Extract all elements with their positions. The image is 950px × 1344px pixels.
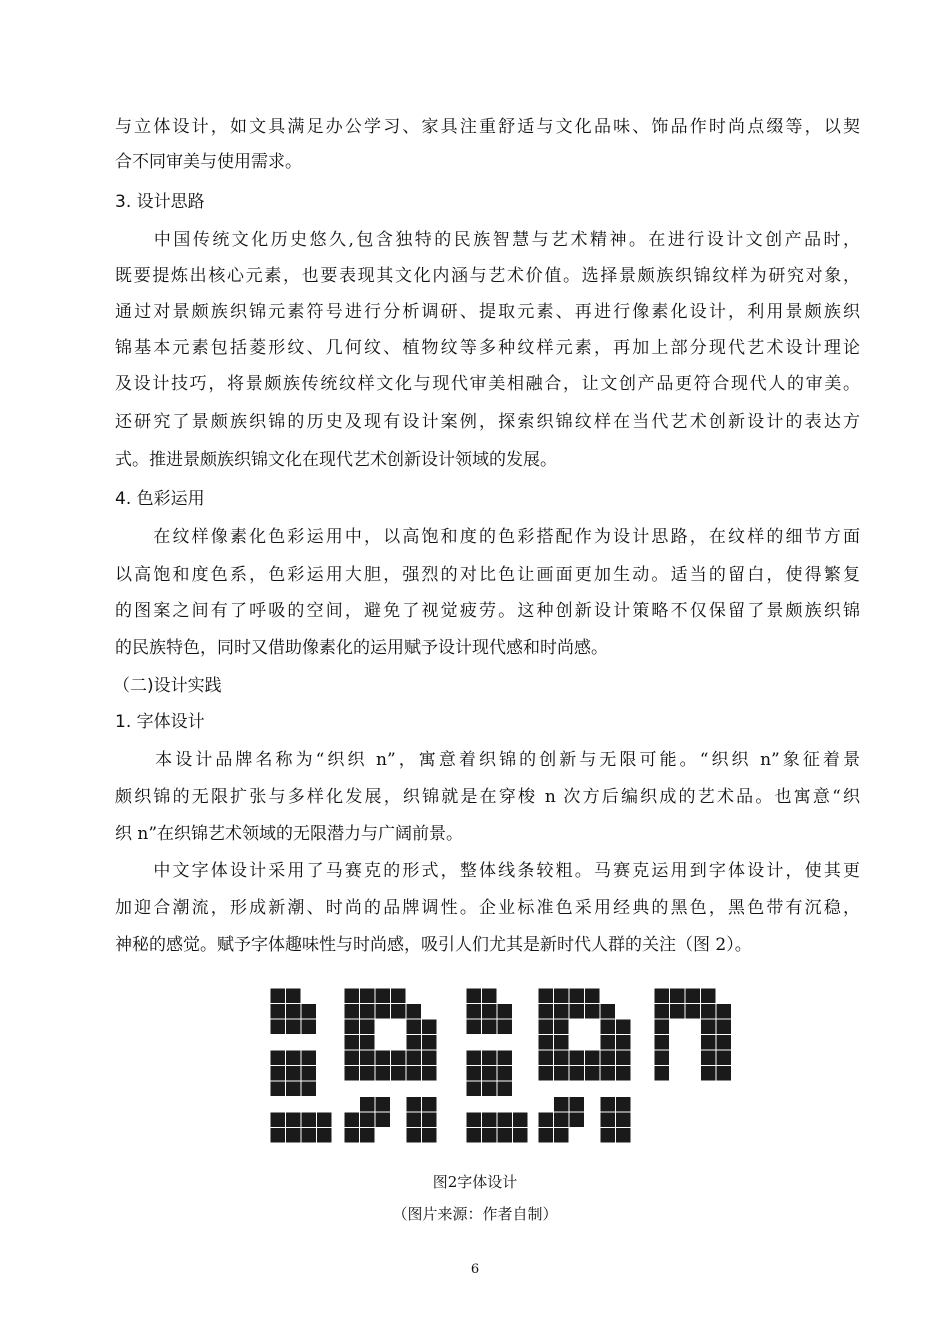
mosaic-tile (391, 988, 407, 1004)
mosaic-tile (286, 1128, 302, 1144)
section-heading: 1. 字体设计 (115, 712, 205, 732)
mosaic-tile (360, 1128, 376, 1144)
mosaic-tile (344, 1050, 360, 1066)
mosaic-tile (716, 1035, 732, 1051)
mosaic-tile (497, 1050, 513, 1066)
mosaic-tile (286, 988, 302, 1004)
mosaic-tile (569, 1050, 585, 1066)
mosaic-logotype (270, 988, 732, 1143)
section-heading: 3. 设计思路 (115, 192, 205, 212)
mosaic-tile (422, 1035, 438, 1051)
mosaic-tile (344, 1004, 360, 1020)
mosaic-tile (569, 1004, 585, 1020)
mosaic-tile (406, 1097, 422, 1113)
mosaic-tile (701, 1004, 717, 1020)
mosaic-tile (554, 1050, 570, 1066)
mosaic-tile (422, 1066, 438, 1082)
mosaic-tile (654, 988, 670, 1004)
mosaic-tile (360, 1004, 376, 1020)
mosaic-tile (344, 1066, 360, 1082)
mosaic-tile (344, 1112, 360, 1128)
text-line: 与立体设计，如文具满足办公学习、家具注重舒适与文化品味、饰品作时尚点缀等，以契 (115, 117, 860, 137)
text-line: 通过对景颇族织锦元素符号进行分析调研、提取元素、再进行像素化设计，利用景颇族织 (115, 302, 860, 322)
mosaic-tile (422, 1112, 438, 1128)
mosaic-tile (513, 1112, 529, 1128)
mosaic-tile (482, 1019, 498, 1035)
mosaic-tile (701, 1050, 717, 1066)
mosaic-tile (391, 1004, 407, 1020)
mosaic-tile (554, 1128, 570, 1144)
mosaic-tile (701, 1035, 717, 1051)
text-line: 颇织锦的无限扩张与多样化发展，织锦就是在穿梭 n 次方后编织成的艺术品。也寓意“织 (115, 787, 860, 807)
mosaic-tile (600, 1128, 616, 1144)
mosaic-tile (270, 1050, 286, 1066)
mosaic-tile (569, 1112, 585, 1128)
mosaic-tile (301, 1081, 317, 1097)
mosaic-tile (482, 1004, 498, 1020)
mosaic-tile (466, 1112, 482, 1128)
text-line: 神秘的感觉。赋予字体趣味性与时尚感，吸引人们尤其是新时代人群的关注（图 2）。 (115, 935, 752, 955)
mosaic-tile (406, 1004, 422, 1020)
text-line: 的民族特色，同时又借助像素化的运用赋予设计现代感和时尚感。 (115, 638, 608, 658)
mosaic-tile (600, 1112, 616, 1128)
mosaic-tile (375, 988, 391, 1004)
mosaic-tile (406, 1128, 422, 1144)
text-line: 及设计技巧，将景颇族传统纹样文化与现代审美相融合，让文创产品更符合现代人的审美。 (115, 374, 860, 394)
mosaic-tile (466, 1128, 482, 1144)
mosaic-tile (497, 1081, 513, 1097)
mosaic-tile (270, 1004, 286, 1020)
mosaic-tile (716, 1019, 732, 1035)
section-heading: （二)设计实践 (113, 676, 222, 696)
mosaic-tile (286, 1081, 302, 1097)
mosaic-tile (616, 1097, 632, 1113)
mosaic-tile (538, 1112, 554, 1128)
mosaic-tile (406, 1066, 422, 1082)
mosaic-tile (585, 1066, 601, 1082)
mosaic-tile (716, 1050, 732, 1066)
mosaic-tile (406, 1050, 422, 1066)
section-heading: 4. 色彩运用 (115, 489, 205, 509)
mosaic-tile (569, 988, 585, 1004)
mosaic-tile (466, 1066, 482, 1082)
brand-logotype-figure (270, 988, 740, 1144)
mosaic-tile (554, 988, 570, 1004)
mosaic-tile (270, 1128, 286, 1144)
mosaic-tile (360, 1097, 376, 1113)
mosaic-tile (286, 1112, 302, 1128)
mosaic-tile (585, 1004, 601, 1020)
mosaic-tile (554, 1019, 570, 1035)
mosaic-tile (360, 988, 376, 1004)
mosaic-tile (301, 1128, 317, 1144)
mosaic-tile (375, 1004, 391, 1020)
text-line: 加迎合潮流，形成新潮、时尚的品牌调性。企业标准色采用经典的黑色，黑色带有沉稳， (115, 898, 860, 918)
mosaic-tile (654, 1035, 670, 1051)
text-line: 锦基本元素包括菱形纹、几何纹、植物纹等多种纹样元素，再加上部分现代艺术设计理论 (115, 338, 860, 358)
mosaic-tile (482, 1050, 498, 1066)
mosaic-tile (585, 1050, 601, 1066)
mosaic-tile (554, 1004, 570, 1020)
mosaic-tile (600, 1035, 616, 1051)
mosaic-tile (538, 1066, 554, 1082)
mosaic-tile (482, 1112, 498, 1128)
mosaic-tile (406, 1112, 422, 1128)
mosaic-tile (554, 1066, 570, 1082)
mosaic-tile (654, 1066, 670, 1082)
mosaic-tile (391, 1066, 407, 1082)
text-line: 式。推进景颇族织锦文化在现代艺术创新设计领域的发展。 (115, 450, 557, 470)
mosaic-tile (422, 1019, 438, 1035)
mosaic-tile (616, 1066, 632, 1082)
mosaic-tile (466, 1004, 482, 1020)
mosaic-tile (701, 1019, 717, 1035)
mosaic-tile (497, 1004, 513, 1020)
mosaic-tile (360, 1035, 376, 1051)
mosaic-tile (344, 1128, 360, 1144)
mosaic-tile (270, 1081, 286, 1097)
mosaic-tile (360, 1066, 376, 1082)
mosaic-tile (554, 1035, 570, 1051)
mosaic-tile (317, 1128, 333, 1144)
mosaic-tile (600, 1019, 616, 1035)
mosaic-tile (538, 1050, 554, 1066)
mosaic-tile (482, 1081, 498, 1097)
mosaic-tile (317, 1112, 333, 1128)
mosaic-tile (301, 1004, 317, 1020)
mosaic-tile (600, 1004, 616, 1020)
text-line: 中国传统文化历史悠久,包含独特的民族智慧与艺术精神。在进行设计文创产品时， (115, 230, 860, 250)
mosaic-tile (482, 1128, 498, 1144)
mosaic-tile (375, 1097, 391, 1113)
mosaic-tile (286, 1004, 302, 1020)
mosaic-tile (466, 1050, 482, 1066)
mosaic-tile (391, 1050, 407, 1066)
mosaic-tile (600, 1097, 616, 1113)
figure-source: （图片来源：作者自制） (392, 1205, 558, 1223)
mosaic-tile (360, 1019, 376, 1035)
mosaic-tile (422, 1128, 438, 1144)
mosaic-tile (286, 1019, 302, 1035)
mosaic-tile (270, 1112, 286, 1128)
mosaic-tile (600, 1066, 616, 1082)
mosaic-tile (466, 988, 482, 1004)
mosaic-tile (497, 1066, 513, 1082)
mosaic-tile (554, 1097, 570, 1113)
mosaic-tile (654, 1004, 670, 1020)
mosaic-tile (344, 988, 360, 1004)
mosaic-tile (585, 988, 601, 1004)
text-line: 的图案之间有了呼吸的空间，避免了视觉疲劳。这种创新设计策略不仅保留了景颇族织锦 (115, 601, 860, 621)
mosaic-tile (360, 1050, 376, 1066)
text-line: 织 n”在织锦艺术领域的无限潜力与广阔前景。 (115, 824, 464, 844)
mosaic-tile (270, 988, 286, 1004)
mosaic-tile (286, 1050, 302, 1066)
mosaic-tile (554, 1112, 570, 1128)
mosaic-tile (569, 1097, 585, 1113)
text-line: 中文字体设计采用了马赛克的形式，整体线条较粗。马赛克运用到字体设计，使其更 (115, 861, 860, 881)
mosaic-tile (701, 988, 717, 1004)
mosaic-tile (600, 1050, 616, 1066)
mosaic-tile (716, 1066, 732, 1082)
mosaic-tile (701, 1066, 717, 1082)
mosaic-tile (670, 988, 686, 1004)
text-line: 在纹样像素化色彩运用中，以高饱和度的色彩搭配作为设计思路，在纹样的细节方面 (115, 527, 860, 547)
text-line: 以高饱和度色系，色彩运用大胆，强烈的对比色让画面更加生动。适当的留白，使得繁复 (115, 565, 860, 585)
mosaic-tile (616, 1112, 632, 1128)
mosaic-tile (301, 1050, 317, 1066)
mosaic-tile (538, 1128, 554, 1144)
mosaic-tile (286, 1066, 302, 1082)
mosaic-tile (301, 1066, 317, 1082)
text-line: 还研究了景颇族织锦的历史及现有设计案例，探索织锦纹样在当代艺术创新设计的表达方 (115, 412, 860, 432)
mosaic-tile (538, 988, 554, 1004)
mosaic-tile (344, 1035, 360, 1051)
mosaic-tile (513, 1128, 529, 1144)
figure-caption: 图2字体设计 (432, 1173, 518, 1191)
mosaic-tile (497, 1019, 513, 1035)
mosaic-tile (685, 988, 701, 1004)
mosaic-tile (538, 1004, 554, 1020)
mosaic-tile (270, 1019, 286, 1035)
mosaic-tile (375, 1050, 391, 1066)
mosaic-tile (616, 1019, 632, 1035)
mosaic-tile (538, 1019, 554, 1035)
mosaic-tile (344, 1019, 360, 1035)
mosaic-tile (497, 1128, 513, 1144)
mosaic-tile (654, 1019, 670, 1035)
mosaic-tile (616, 1050, 632, 1066)
mosaic-tile (685, 1004, 701, 1020)
mosaic-tile (406, 1035, 422, 1051)
mosaic-tile (466, 1081, 482, 1097)
mosaic-tile (616, 1035, 632, 1051)
text-line: 本设计品牌名称为“织织 n”，寓意着织锦的创新与无限可能。“织织 n”象征着景 (115, 750, 860, 770)
page-number: 6 (470, 1262, 480, 1277)
mosaic-tile (497, 1112, 513, 1128)
mosaic-tile (670, 1004, 686, 1020)
mosaic-tile (422, 1050, 438, 1066)
mosaic-tile (406, 1019, 422, 1035)
mosaic-tile (716, 1004, 732, 1020)
mosaic-tile (375, 1066, 391, 1082)
mosaic-tile (301, 1112, 317, 1128)
mosaic-tile (482, 1066, 498, 1082)
mosaic-tile (482, 988, 498, 1004)
mosaic-tile (270, 1066, 286, 1082)
mosaic-tile (466, 1019, 482, 1035)
mosaic-tile (616, 1128, 632, 1144)
mosaic-tile (654, 1050, 670, 1066)
mosaic-tile (375, 1112, 391, 1128)
mosaic-tile (360, 1112, 376, 1128)
text-line: 既要提炼出核心元素，也要表现其文化内涵与艺术价值。选择景颇族织锦纹样为研究对象， (115, 266, 860, 286)
mosaic-tile (301, 1019, 317, 1035)
mosaic-tile (422, 1097, 438, 1113)
mosaic-tile (538, 1035, 554, 1051)
mosaic-tile (569, 1066, 585, 1082)
text-line: 合不同审美与使用需求。 (115, 152, 302, 172)
